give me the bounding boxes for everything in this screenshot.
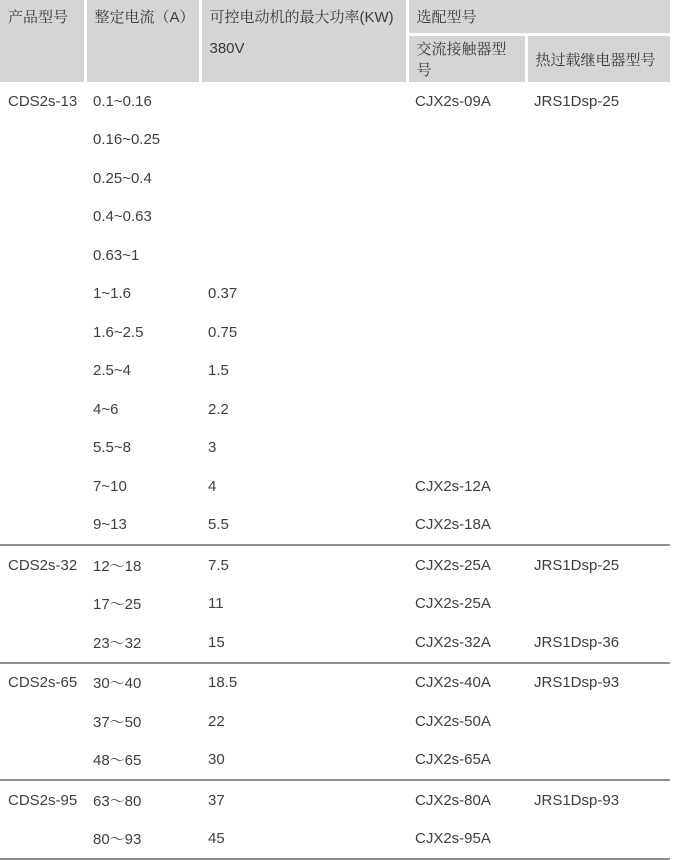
cell-setting-current: 0.25~0.4 [93,169,152,187]
cell-max-power: 2.2 [208,400,229,418]
cell-max-power [200,159,407,198]
cell-relay-model [526,121,670,160]
header-max-motor-power-label: 可控电动机的最大功率(KW) [209,9,394,26]
header-ac-contactor-model: 交流接触器型号 [407,35,526,83]
table-row [0,429,670,468]
cell-product-model [0,623,85,663]
cell-relay-model [526,741,670,781]
cell-max-power: 0.37 [208,285,238,303]
table-row [0,663,670,703]
cell-product-model [0,820,85,860]
cell-setting-current: 0.63~1 [93,246,140,264]
table-row [0,702,670,741]
cell-relay-model [526,275,670,314]
table-row [0,545,670,585]
cell-setting-current: 0.16~0.25 [93,131,161,149]
cell-relay-model [526,585,670,624]
cell-relay-model [526,236,670,275]
cell-contactor-model: CJX2s-09A [415,92,491,110]
cell-product-model [0,198,85,237]
cell-product-model [0,159,85,198]
table-row [0,313,670,352]
cell-contactor-model: CJX2s-50A [415,712,491,730]
section-cds2s-65 [0,663,670,781]
cell-relay-model [526,313,670,352]
cell-max-power: 7.5 [208,556,229,574]
cell-max-power [200,198,407,237]
cell-max-power: 37 [208,791,225,809]
cell-contactor-model: CJX2s-25A [415,556,491,574]
table-header [0,0,670,82]
cell-max-power: 4 [208,477,217,495]
cell-contactor-model [407,352,526,391]
cell-contactor-model [407,159,526,198]
cell-max-power: 22 [208,712,225,730]
cell-contactor-model: CJX2s-65A [415,751,491,769]
cell-product-model [0,429,85,468]
cell-setting-current: 17～25 [93,596,142,614]
table-row [0,780,670,820]
cell-relay-model [526,820,670,860]
cell-contactor-model [407,275,526,314]
cell-relay-model [526,390,670,429]
cell-relay-model [526,506,670,546]
cell-product-model [0,467,85,506]
cell-contactor-model: CJX2s-18A [415,516,491,534]
table-row [0,198,670,237]
cell-product-model [0,352,85,391]
cell-product-model [0,390,85,429]
header-setting-current: 整定电流（A） [85,0,200,82]
cell-product-model: CDS2s-65 [8,674,78,692]
cell-setting-current: 1~1.6 [93,285,131,303]
cell-contactor-model [407,236,526,275]
cell-contactor-model [407,313,526,352]
cell-product-model [0,313,85,352]
header-optional-models-group: 选配型号 [407,0,670,35]
cell-setting-current: 37～50 [93,713,142,731]
cell-product-model: CDS2s-13 [8,92,78,110]
header-row-main [0,0,670,35]
cell-product-model [0,741,85,781]
header-thermal-relay-model: 热过载继电器型号 [526,35,670,83]
section-cds2s-95 [0,780,670,859]
cell-relay-model: JRS1Dsp-25 [534,92,620,110]
cell-contactor-model: CJX2s-12A [415,477,491,495]
cell-contactor-model: CJX2s-80A [415,791,491,809]
cell-product-model: CDS2s-95 [8,791,78,809]
cell-setting-current: 80～93 [93,831,142,849]
table-row [0,121,670,160]
table-row [0,236,670,275]
table-row [0,623,670,663]
header-max-motor-power [200,0,407,82]
header-product-model: 产品型号 [0,0,85,82]
table-row [0,820,670,860]
cell-contactor-model [407,121,526,160]
cell-setting-current: 4~6 [93,400,119,418]
cell-product-model [0,236,85,275]
cell-relay-model: JRS1Dsp-93 [534,791,620,809]
cell-setting-current: 30～40 [93,675,142,693]
cell-contactor-model [407,198,526,237]
cell-contactor-model: CJX2s-32A [415,633,491,651]
table-row [0,741,670,781]
cell-max-power: 1.5 [208,362,229,380]
cell-max-power [200,236,407,275]
cell-product-model [0,585,85,624]
cell-contactor-model: CJX2s-40A [415,674,491,692]
cell-relay-model [526,429,670,468]
cell-max-power [200,82,407,121]
cell-relay-model [526,467,670,506]
cell-setting-current: 1.6~2.5 [93,323,144,341]
cell-max-power: 5.5 [208,516,229,534]
cell-setting-current: 5.5~8 [93,439,131,457]
cell-contactor-model [407,390,526,429]
cell-max-power: 45 [208,830,225,848]
cell-setting-current: 0.1~0.16 [93,92,152,110]
cell-contactor-model: CJX2s-95A [415,830,491,848]
cell-relay-model: JRS1Dsp-25 [534,556,620,574]
cell-max-power: 30 [208,751,225,769]
cell-setting-current: 12～18 [93,557,142,575]
cell-setting-current: 9~13 [93,516,127,534]
cell-product-model [0,275,85,314]
table-row [0,506,670,546]
cell-contactor-model [407,429,526,468]
cell-product-model [0,702,85,741]
cell-relay-model: JRS1Dsp-36 [534,633,620,651]
cell-relay-model: JRS1Dsp-93 [534,674,620,692]
cell-setting-current: 0.4~0.63 [93,208,152,226]
cell-max-power [200,121,407,160]
cell-max-power: 18.5 [208,674,238,692]
cell-max-power: 15 [208,633,225,651]
section-cds2s-13 [0,82,670,545]
cell-setting-current: 7~10 [93,477,127,495]
cell-setting-current: 23～32 [93,634,142,652]
table-row [0,352,670,391]
cell-max-power: 0.75 [208,323,238,341]
table-row [0,390,670,429]
table-row [0,585,670,624]
table-row [0,467,670,506]
cell-product-model [0,506,85,546]
cell-product-model: CDS2s-32 [8,556,78,574]
section-cds2s-32 [0,545,670,663]
cell-max-power: 3 [208,439,217,457]
cell-setting-current: 48～65 [93,752,142,770]
cell-relay-model [526,352,670,391]
table-row [0,82,670,121]
cell-setting-current: 2.5~4 [93,362,131,380]
cell-relay-model [526,198,670,237]
table-row [0,275,670,314]
cell-relay-model [526,159,670,198]
cell-product-model [0,121,85,160]
cell-relay-model [526,702,670,741]
table-row [0,159,670,198]
cell-max-power: 11 [208,595,224,613]
cell-setting-current: 63～80 [93,792,142,810]
cell-contactor-model: CJX2s-25A [415,595,491,613]
header-voltage-380v: 380V [209,40,245,57]
